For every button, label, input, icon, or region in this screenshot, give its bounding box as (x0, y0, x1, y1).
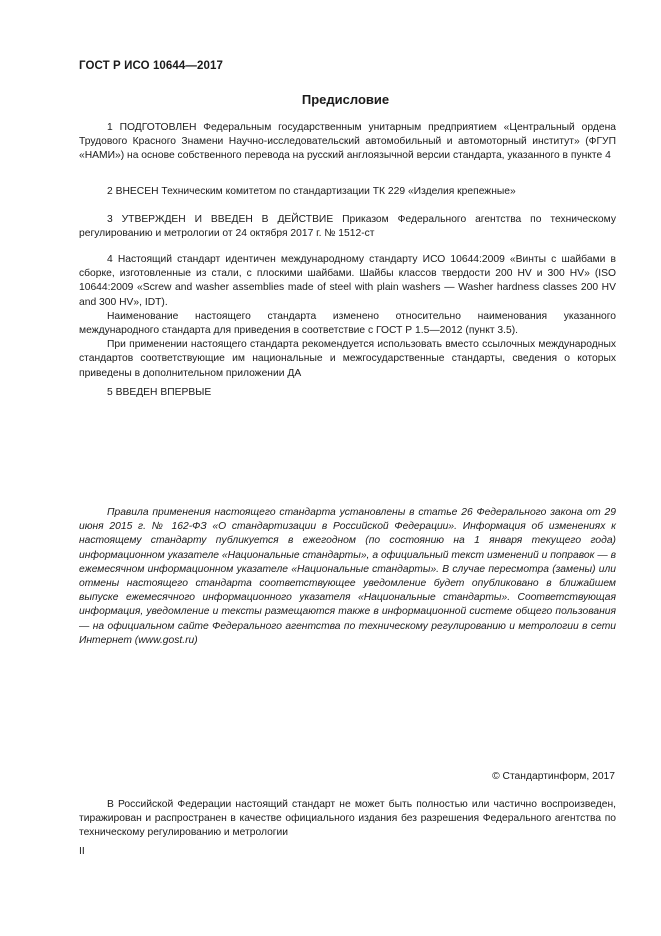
section-3-text: 3 УТВЕРЖДЕН И ВВЕДЕН В ДЕЙСТВИЕ Приказом Федерального агентства по техническому регулированию и метрологии от 24 октября 2017 г. № 1512-ст (79, 214, 616, 240)
section-3 (79, 213, 616, 241)
page-number: II (79, 846, 85, 857)
section-1 (79, 121, 616, 164)
section-4 (79, 253, 616, 381)
section-1-text: 1 ПОДГОТОВЛЕН Федеральным государственным унитарным предприятием «Центральный ордена Трудового Красного Знамени Научно-исследовательский автомобильный и автомоторный институт» (ФГУП «НАМИ») на основе собственного перевода на русский англоязычной версии стандарта, указанного в пункте 4 (79, 122, 616, 162)
section-4-paragraph-1: 4 Настоящий стандарт идентичен международному стандарту ИСО 10644:2009 «Винты с шайбами в сборке, изготовленные из стали, с плоскими шайбами. Шайбы классов твердости 200 HV и 300 HV» (ISO 10644:2009 «Screw and washer assemblies made of steel with plain washers — Washer hardness classes 200 HV and 300 HV», IDT). (79, 254, 616, 308)
reproduction-notice (79, 798, 616, 841)
section-4-paragraph-2: Наименование настоящего стандарта изменено относительно наименования указанного международного стандарта для приведения в соответствие с ГОСТ Р 1.5—2012 (пункт 3.5). (79, 310, 616, 337)
application-rules-notice (79, 506, 616, 648)
section-4-paragraph-3: При применении настоящего стандарта рекомендуется использовать вместо ссылочных международных стандартов соответствующие им национальные и межгосударственные стандарты, сведения о которых приведены в дополнительном приложении ДА (79, 339, 616, 379)
section-5-text: 5 ВВЕДЕН ВПЕРВЫЕ (107, 387, 212, 398)
copyright-line: © Стандартинформ, 2017 (492, 771, 615, 782)
section-2-text: 2 ВНЕСЕН Техническим комитетом по стандартизации ТК 229 «Изделия крепежные» (107, 186, 516, 197)
section-2 (79, 185, 616, 199)
reproduction-notice-text: В Российской Федерации настоящий стандарт не может быть полностью или частично воспроизведен, тиражирован и распространен в качестве официального издания без разрешения Федерального агентства по техническому регулированию и метрологии (79, 799, 616, 839)
application-rules-text: Правила применения настоящего стандарта установлены в статье 26 Федерального закона от 29 июня 2015 г. № 162-ФЗ «О стандартизации в Российской Федерации». Информация об изменениях к настоящему стандарту публикуется в ежегодном (по состоянию на 1 января текущего года) информационном указателе «Национальные стандарты», а официальный текст изменений и поправок — в ежемесячном информационном указателе «Национальные стандарты». В случае пересмотра (замены) или отмены настоящего стандарта соответствующее уведомление будет опубликовано в ближайшем выпуске ежемесячного информационного указателя «Национальные стандарты». Соответствующая информация, уведомление и тексты размещаются также в информационной системе общего пользования — на официальном сайте Федерального агентства по техническому регулированию и метрологии в сети Интернет (www.gost.ru) (79, 507, 616, 646)
page-title: Предисловие (301, 92, 390, 107)
section-5 (79, 386, 616, 400)
standard-code-header: ГОСТ Р ИСО 10644—2017 (79, 60, 224, 72)
